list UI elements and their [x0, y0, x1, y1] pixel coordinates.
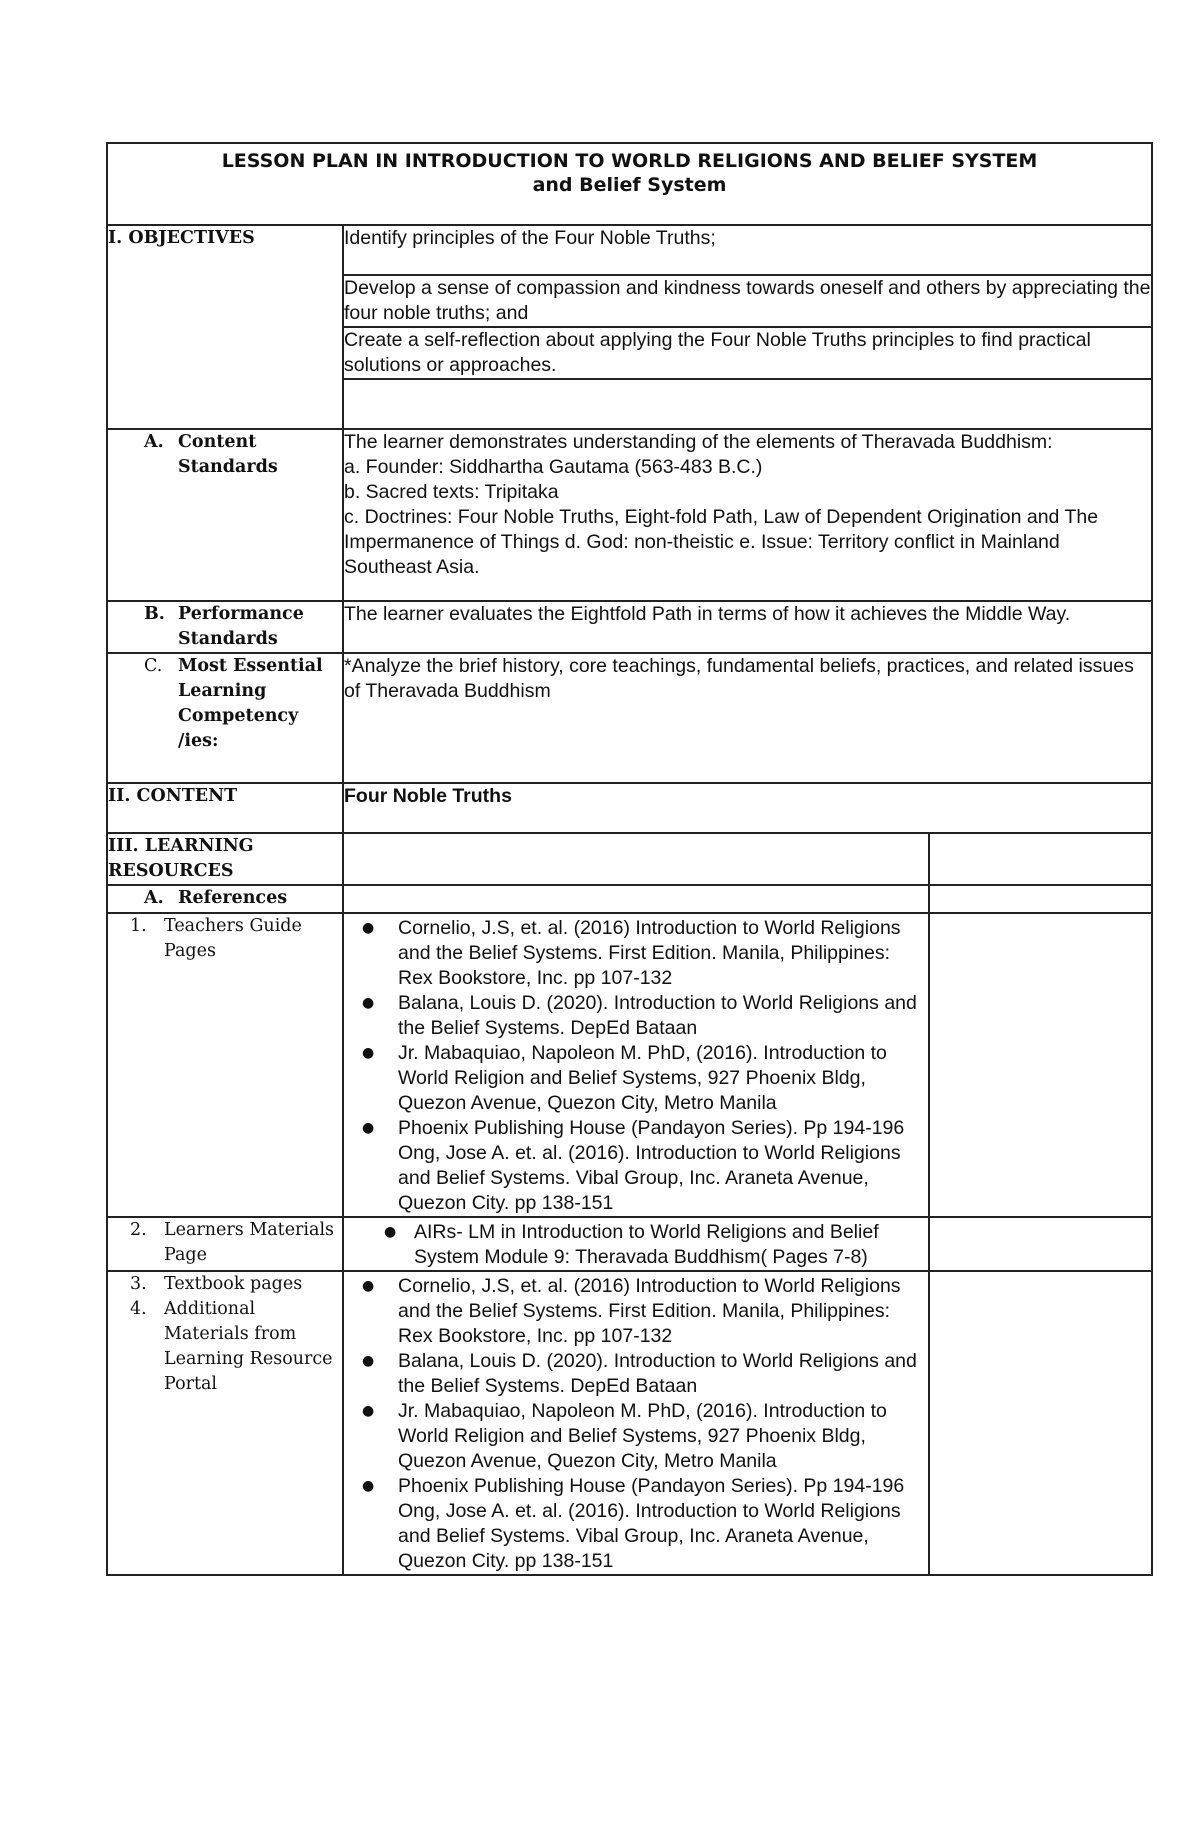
teachers-guide-list: [344, 916, 922, 1216]
references-row: [107, 885, 1152, 913]
bullet-icon: ●: [384, 1224, 397, 1240]
teachers-guide-empty: [929, 913, 1152, 1217]
learning-resources-row: [107, 833, 1152, 885]
reference-text: Cornelio, J.S, et. al. (2016) Introduction to World Religions and the Belief Systems. First Edition. Manila, Philippines: Rex Bookstore, Inc. pp 107-132: [398, 1275, 901, 1347]
performance-standards-label-cell: [107, 601, 343, 653]
content-standards-label-cell: [107, 429, 343, 601]
performance-standards-value: The learner evaluates the Eightfold Path in terms of how it achieves the Middle Way.: [343, 601, 1152, 653]
lesson-plan-table: [106, 142, 1153, 1576]
content-standards-label: Content Standards: [178, 432, 278, 477]
textbook-label-cell: [107, 1271, 343, 1575]
textbook-row: [107, 1271, 1152, 1575]
content-standards-row: [107, 429, 1152, 601]
document-subtitle: and Belief System: [532, 174, 727, 196]
objective-item: Identify principles of the Four Noble Truths;: [343, 225, 1152, 275]
content-standards-value: [343, 429, 1152, 601]
bullet-icon: ●: [362, 1045, 375, 1061]
melc-value: *Analyze the brief history, core teachings, fundamental beliefs, practices, and related issues of Theravada Buddhism: [343, 653, 1152, 783]
teachers-guide-list-cell: [343, 913, 929, 1217]
list-item: [362, 991, 922, 1041]
additional-materials-label: Additional Materials from Learning Resource Portal: [164, 1299, 333, 1394]
list-item: [362, 1041, 922, 1116]
objective-item: Create a self-reflection about applying the Four Noble Truths principles to find practical solutions or approaches.: [343, 327, 1152, 379]
melc-label: Most Essential Learning Competency /ies:: [178, 656, 323, 751]
list-marker: 3.: [130, 1274, 147, 1294]
learners-materials-row: [107, 1217, 1152, 1271]
learning-resources-empty: [929, 833, 1152, 885]
content-standards-line: c. Doctrines: Four Noble Truths, Eight-fold Path, Law of Dependent Origination and The Impermanence of Things d. God: non-theistic e. Issue: Territory conflict in Mainland Southeast Asia.: [344, 506, 1099, 578]
reference-text: Phoenix Publishing House (Pandayon Series). Pp 194-196 Ong, Jose A. et. al. (2016). Introduction to World Religions and Belief Systems. Vibal Group, Inc. Araneta Avenue, Quezon City. pp 138-151: [398, 1475, 905, 1572]
bullet-icon: ●: [362, 1478, 375, 1494]
content-value: Four Noble Truths: [343, 783, 1152, 833]
list-item: [362, 1349, 922, 1399]
list-item: [362, 1474, 922, 1574]
reference-text: AIRs- LM in Introduction to World Religions and Belief System Module 9: Theravada Buddhism( Pages 7-8): [414, 1221, 879, 1268]
reference-text: Jr. Mabaquiao, Napoleon M. PhD, (2016). Introduction to World Religion and Belief Systems, 927 Phoenix Bldg, Quezon Avenue, Quezon City, Metro Manila: [398, 1400, 887, 1472]
references-empty: [343, 885, 929, 913]
list-marker: 4.: [130, 1299, 147, 1319]
bullet-icon: ●: [362, 1353, 375, 1369]
list-item: [384, 1220, 922, 1270]
content-standards-line: b. Sacred texts: Tripitaka: [344, 481, 559, 503]
objective-item-empty: [343, 379, 1152, 429]
reference-text: Jr. Mabaquiao, Napoleon M. PhD, (2016). Introduction to World Religion and Belief Systems, 927 Phoenix Bldg, Quezon Avenue, Quezon City, Metro Manila: [398, 1042, 887, 1114]
melc-row: [107, 653, 1152, 783]
list-item: [362, 916, 922, 991]
references-label: References: [178, 888, 288, 908]
learners-materials-list-cell: [343, 1217, 929, 1271]
reference-text: Phoenix Publishing House (Pandayon Series). Pp 194-196 Ong, Jose A. et. al. (2016). Introduction to World Religions and Belief Systems. Vibal Group, Inc. Araneta Avenue, Quezon City. pp 138-151: [398, 1117, 905, 1214]
textbook-list: [344, 1274, 922, 1574]
performance-standards-row: [107, 601, 1152, 653]
teachers-guide-label-cell: [107, 913, 343, 1217]
teachers-guide-row: [107, 913, 1152, 1217]
bullet-icon: ●: [362, 995, 375, 1011]
learning-resources-empty: [343, 833, 929, 885]
bullet-icon: ●: [362, 1278, 375, 1294]
title-row: [107, 143, 1152, 225]
learners-materials-empty: [929, 1217, 1152, 1271]
list-marker: A.: [144, 888, 164, 908]
textbook-empty: [929, 1271, 1152, 1575]
textbook-list-cell: [343, 1271, 929, 1575]
bullet-icon: ●: [362, 1120, 375, 1136]
reference-text: Cornelio, J.S, et. al. (2016) Introduction to World Religions and the Belief Systems. First Edition. Manila, Philippines: Rex Bookstore, Inc. pp 107-132: [398, 917, 901, 989]
references-label-cell: [107, 885, 343, 913]
reference-text: Balana, Louis D. (2020). Introduction to World Religions and the Belief Systems. DepEd Bataan: [398, 992, 917, 1039]
content-row: [107, 783, 1152, 833]
teachers-guide-label: Teachers Guide Pages: [164, 916, 302, 961]
objectives-label: I. OBJECTIVES: [107, 225, 343, 429]
document-title: LESSON PLAN IN INTRODUCTION TO WORLD RELIGIONS AND BELIEF SYSTEM: [221, 150, 1038, 172]
reference-text: Balana, Louis D. (2020). Introduction to World Religions and the Belief Systems. DepEd Bataan: [398, 1350, 917, 1397]
learners-materials-list: [344, 1220, 922, 1270]
textbook-label: Textbook pages: [164, 1274, 303, 1294]
references-empty: [929, 885, 1152, 913]
objective-item: Develop a sense of compassion and kindness towards oneself and others by appreciating the four noble truths; and: [343, 275, 1152, 327]
list-marker: 1.: [130, 916, 147, 936]
melc-label-cell: [107, 653, 343, 783]
list-item: [362, 1399, 922, 1474]
list-item: [362, 1116, 922, 1216]
learners-materials-label-cell: [107, 1217, 343, 1271]
performance-standards-label: Performance Standards: [178, 604, 304, 649]
list-item: [362, 1274, 922, 1349]
bullet-icon: ●: [362, 920, 375, 936]
list-marker: A.: [144, 432, 164, 452]
content-standards-line: The learner demonstrates understanding of the elements of Theravada Buddhism:: [344, 431, 1053, 453]
content-label: II. CONTENT: [107, 783, 343, 833]
list-marker: 2.: [130, 1220, 147, 1240]
list-marker: C.: [144, 656, 163, 676]
title-cell: [107, 143, 1152, 225]
learning-resources-label: III. LEARNING RESOURCES: [107, 833, 343, 885]
list-marker: B.: [144, 604, 165, 624]
learners-materials-label: Learners Materials Page: [164, 1220, 335, 1265]
content-standards-line: a. Founder: Siddhartha Gautama (563-483 B.C.): [344, 456, 763, 478]
objectives-row-1: [107, 225, 1152, 275]
bullet-icon: ●: [362, 1403, 375, 1419]
